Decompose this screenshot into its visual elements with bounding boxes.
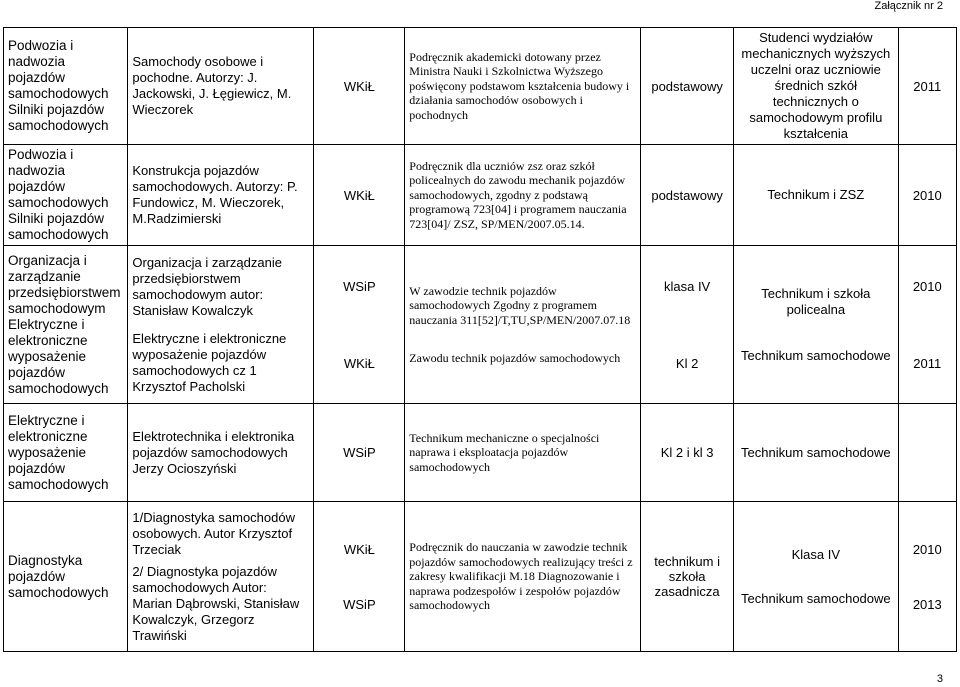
subject-cell: Organizacja i zarządzanie przedsiębiorstwem samochodowym Elektryczne i elektroniczne wyposażenie pojazdów samochodowych [4,246,128,404]
publisher-cell [314,246,405,404]
year-b: 2011 [913,355,942,371]
description-cell: Technikum mechaniczne o specjalności naprawa i eksploatacja pojazdów samochodowych [405,404,641,502]
publisher-b: WKiŁ [343,355,375,371]
book-cell [128,502,314,652]
school-cell: Studenci wydziałów mechanicznych wyższych uczelni oraz uczniowie średnich szkół technicznych o samochodowym profilu kształcenia [734,28,898,145]
year-a: 2010 [912,541,942,557]
description-cell: Podręcznik akademicki dotowany przez Ministra Nauki i Szkolnictwa Wyższego poświęcony podstawom kształcenia budowy i działania samochodów osobowych i pochodnych [405,28,641,145]
table-row [4,502,957,652]
description-a: W zawodzie technik pojazdów samochodowych Zgodny z programem nauczania 311[52]/T,TU,SP/MEN/2007.07.18 [409,283,631,327]
subject-cell: Diagnostyka pojazdów samochodowych [4,502,128,652]
publisher-b: WSiP [343,596,376,612]
book-b: Elektryczne i elektroniczne wyposażenie pojazdów samochodowych cz 1 Krzysztof Pacholski [132,330,287,394]
subject-cell: Podwozia i nadwozia pojazdów samochodowych Silniki pojazdów samochodowych [4,145,128,246]
description-b: Podręcznik do nauczania w zawodzie technik pojazdów samochodowych realizujący treści z zakresy kwalifikacji M.18 Diagnozowanie i naprawa podzespołów i zespołów pojazdów samochodowych [409,540,633,613]
level-cell: podstawowy [641,28,734,145]
level-cell: podstawowy [641,145,734,246]
year-cell [898,246,956,404]
year-cell [898,404,956,502]
level-a: klasa IV [663,278,711,294]
table-row [4,404,957,502]
school-b: Technikum samochodowe [741,590,891,606]
publisher-cell [314,502,405,652]
year-cell: 2010 [898,145,956,246]
year-cell: 2011 [898,28,956,145]
book-cell: Samochody osobowe i pochodne. Autorzy: J. Jackowski, J. Łęgiewicz, M. Wieczorek [128,28,314,145]
page-number: 3 [936,673,943,685]
table-row [4,28,957,145]
school-cell: Technikum samochodowe [734,404,898,502]
year-a: 2010 [912,278,942,294]
year-b: 2013 [912,596,942,612]
table-row [4,145,957,246]
book-cell [128,246,314,404]
book-b: 2/ Diagnostyka pojazdów samochodowych Autor: Marian Dąbrowski, Stanisław Kowalczyk, Grzegorz Trawiński [132,563,300,643]
level-b: technikum i szkoła zasadnicza [654,554,720,599]
description-b: Zawodu technik pojazdów samochodowych [409,351,621,365]
subject-cell: Podwozia i nadwozia pojazdów samochodowych Silniki pojazdów samochodowych [4,28,128,145]
school-cell [734,502,898,652]
school-a: Klasa IV [791,546,841,562]
description-cell: Podręcznik dla uczniów zsz oraz szkół policealnych do zawodu mechanik pojazdów samochodowych, zgodny z podstawą programową 723[04] i programem nauczania 723[04]/ ZSZ, SP/MEN/2007.05.14. [405,145,641,246]
book-a: 1/Diagnostyka samochodów osobowych. Autor Krzysztof Trzeciak [132,509,295,557]
description-cell [405,246,641,404]
book-cell: Elektrotechnika i elektronika pojazdów samochodowych Jerzy Ocioszyński [128,404,314,502]
level-cell: Kl 2 i kl 3 [641,404,734,502]
year-cell [898,502,956,652]
book-cell: Konstrukcja pojazdów samochodowych. Autorzy: P. Fundowicz, M. Wieczorek, M.Radzimierski [128,145,314,246]
table-row [4,246,957,404]
school-cell [734,246,898,404]
annex-label: Załącznik nr 2 [874,0,943,12]
book-a: Organizacja i zarządzanie przedsiębiorstwem samochodowym autor: Stanisław Kowalczyk [132,254,282,318]
level-b: Kl 2 [675,355,699,371]
level-cell [641,246,734,404]
school-a: Technikum i szkoła policealna [761,285,871,317]
subject-cell: Elektryczne i elektroniczne wyposażenie pojazdów samochodowych [4,404,128,502]
school-cell: Technikum i ZSZ [734,145,898,246]
school-b: Technikum samochodowe [741,347,891,363]
publisher-cell: WKiŁ [314,145,405,246]
publisher-a: WKiŁ [343,541,375,557]
level-cell [641,502,734,652]
textbook-table [3,27,957,652]
publisher-cell: WSiP [314,404,405,502]
publisher-a: WSiP [343,278,376,294]
publisher-cell: WKiŁ [314,28,405,145]
description-cell [405,502,641,652]
